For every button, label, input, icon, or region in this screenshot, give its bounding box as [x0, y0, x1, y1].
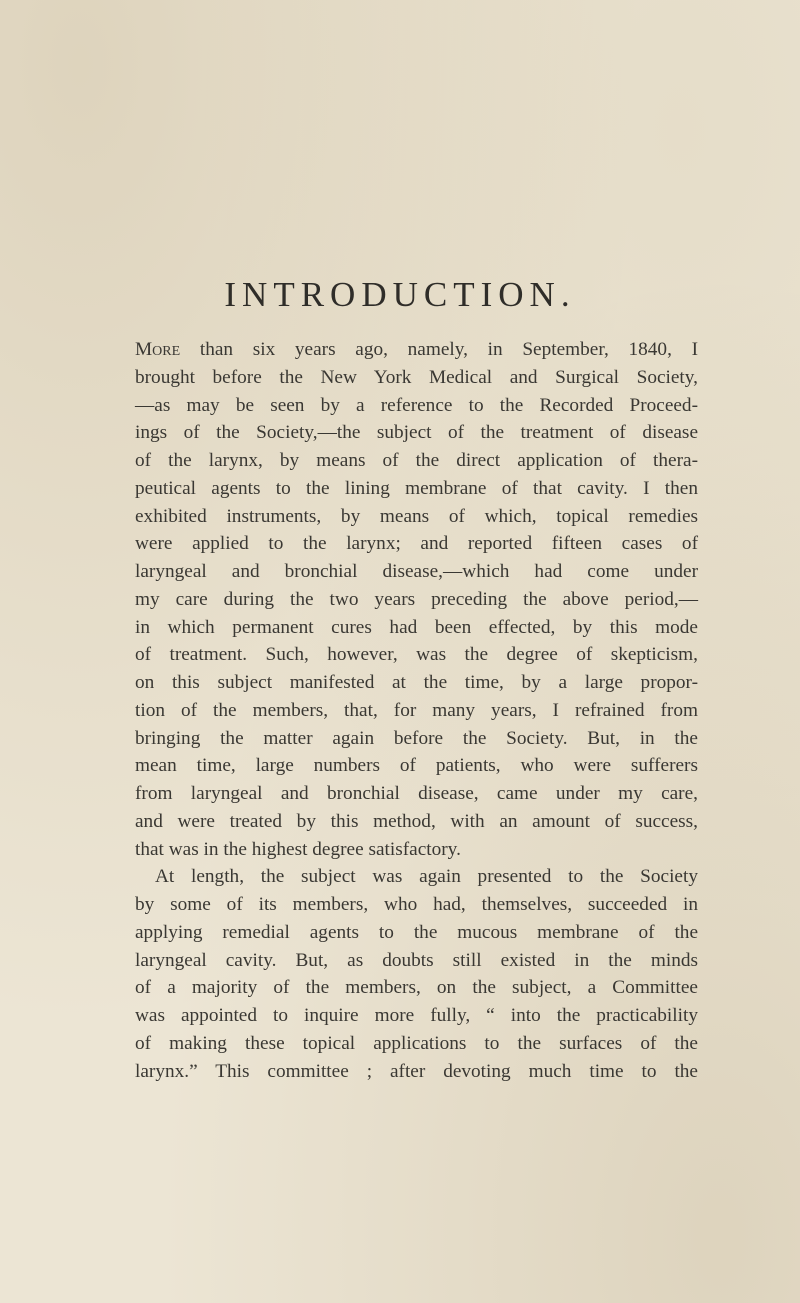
text-line: At length, the subject was again presented to the Society [155, 866, 698, 888]
text-line: of the larynx, by means of the direct application of thera- [135, 450, 698, 471]
text-line: in which permanent cures had been effected, by this mode [135, 616, 698, 638]
text-line: laryngeal and bronchial disease,—which had come under [135, 561, 698, 582]
text-line: mean time, large numbers of patients, who were sufferers [135, 755, 698, 777]
text-line: —as may be seen by a reference to the Recorded Proceed- [135, 394, 698, 416]
text-line: brought before the New York Medical and Surgical Society, [135, 366, 698, 388]
text-line: that was in the highest degree satisfactory. [135, 838, 461, 860]
text-line: of making these topical applications to the surfaces of the [135, 1032, 698, 1054]
body-text [135, 336, 698, 1085]
text-line: larynx.” This committee ; after devoting much time to the [135, 1060, 698, 1082]
text-line: of a majority of the members, on the subject, a Committee [135, 977, 698, 999]
text-line-rest: than six years ago, namely, in September, 1840, I [180, 339, 698, 360]
text-line: applying remedial agents to the mucous membrane of the [135, 921, 698, 943]
page-title: INTRODUCTION. [224, 275, 576, 315]
text-line [135, 336, 698, 364]
text-line: my care during the two years preceding the above period,— [135, 588, 698, 610]
text-line: tion of the members, that, for many years, I refrained from [135, 699, 698, 721]
lead-word: More [135, 339, 181, 360]
text-line: of treatment. Such, however, was the degree of skepticism, [135, 644, 698, 666]
text-line: by some of its members, who had, themselves, succeeded in [135, 894, 698, 915]
text-line: ings of the Society,—the subject of the treatment of disease [135, 422, 698, 444]
text-line: were applied to the larynx; and reported fifteen cases of [135, 533, 698, 555]
text-line: bringing the matter again before the Society. But, in the [135, 727, 698, 749]
text-line: on this subject manifested at the time, by a large propor- [135, 672, 698, 693]
text-line: from laryngeal and bronchial disease, came under my care, [135, 783, 698, 804]
text-line: laryngeal cavity. But, as doubts still existed in the minds [135, 949, 698, 971]
text-line: exhibited instruments, by means of which, topical remedies [135, 505, 698, 527]
text-line: was appointed to inquire more fully, “ into the practicability [135, 1005, 698, 1026]
text-line: and were treated by this method, with an amount of success, [135, 810, 698, 832]
text-line: peutical agents to the lining membrane of that cavity. I then [135, 477, 698, 499]
